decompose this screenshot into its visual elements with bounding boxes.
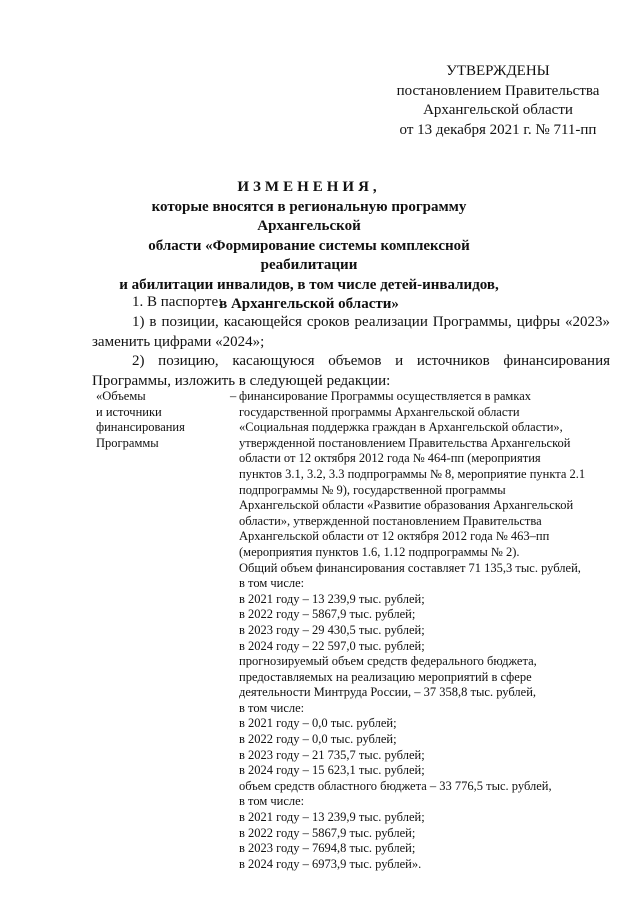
title-line: в Архангельской области»	[219, 296, 399, 312]
table-content-line: в 2022 году – 5867,9 тыс. рублей;	[239, 607, 416, 622]
table-content-line: в 2023 году – 21 735,7 тыс. рублей;	[239, 747, 425, 762]
table-content-line: в 2022 году – 0,0 тыс. рублей;	[239, 732, 397, 747]
approval-line: УТВЕРЖДЕНЫ	[446, 63, 550, 79]
table-content-line: в 2024 году – 15 623,1 тыс. рублей;	[239, 763, 425, 778]
approval-line: от 13 декабря 2021 г. № 711-пп	[399, 121, 597, 138]
table-label-column	[96, 389, 224, 451]
title-line: области «Формирование системы комплексной реабилитации	[148, 237, 470, 273]
table-content-line: объем средств областного бюджета – 33 776,5 тыс. рублей,	[239, 778, 552, 793]
table-content-column	[239, 389, 607, 872]
paragraph-item-1: 1. В паспорте:	[132, 294, 223, 310]
approval-block	[388, 62, 608, 140]
title-line: и абилитации инвалидов, в том числе детей-инвалидов,	[119, 276, 499, 293]
table-label-line: финансирования	[96, 420, 185, 435]
table-content-line: в том числе:	[239, 576, 305, 591]
table-content-line: в 2024 году – 6973,9 тыс. рублей».	[239, 856, 422, 871]
table-content-line: в 2021 году – 13 239,9 тыс. рублей;	[239, 810, 425, 825]
table-content-line: прогнозируемый объем средств федерального бюджета,	[239, 654, 537, 669]
approval-line: постановлением Правительства	[396, 82, 600, 99]
table-content-line: Общий объем финансирования составляет 71 135,3 тыс. рублей,	[239, 560, 581, 575]
title-heading: ИЗМЕНЕНИЯ,	[237, 179, 381, 195]
table-content-line: в 2023 году – 29 430,5 тыс. рублей;	[239, 622, 425, 637]
table-content-line: предоставляемых на реализацию мероприятий в сфере	[239, 669, 532, 684]
table-content-line: в 2021 году – 13 239,9 тыс. рублей;	[239, 591, 425, 606]
approval-line: Архангельской области	[423, 102, 573, 118]
table-content-line: деятельности Минтруда России, – 37 358,8 тыс. рублей,	[239, 685, 537, 700]
table-content-line: области от 12 октября 2012 года № 464-пп (мероприятия	[239, 451, 541, 466]
table-content-line: утвержденной постановлением Правительства Архангельской	[239, 435, 571, 450]
title-line: которые вносятся в региональную программу Архангельской	[151, 198, 467, 234]
table-content-line: государственной программы Архангельской области	[239, 404, 520, 419]
table-label-line: Программы	[96, 435, 159, 450]
table-content-line: (мероприятия пунктов 1.6, 1.12 подпрограммы № 2).	[239, 544, 520, 559]
table-content-line: в 2024 году – 22 597,0 тыс. рублей;	[239, 638, 425, 653]
table-content-line: в том числе:	[239, 700, 305, 715]
table-content-line: Архангельской области «Развитие образования Архангельской	[239, 498, 574, 513]
table-content-line: в том числе:	[239, 794, 305, 809]
paragraph-item-2: 1) в позиции, касающейся сроков реализации Программы, цифры «2023» заменить цифрами «2024»;	[92, 314, 610, 350]
table-content-line: области», утвержденной постановлением Правительства	[239, 513, 542, 528]
table-content-line: пунктов 3.1, 3.2, 3.3 подпрограммы № 8, мероприятие пункта 2.1	[239, 466, 586, 481]
table-dash: –	[230, 389, 237, 403]
table-content-line: подпрограммы № 9), государственной программы	[239, 482, 506, 497]
table-content-line: финансирование Программы осуществляется в рамках	[239, 389, 532, 403]
table-content-line: в 2021 году – 0,0 тыс. рублей;	[239, 716, 397, 731]
table-content-line: Архангельской области от 12 октября 2012 года № 463–пп	[239, 529, 550, 544]
table-content-line: в 2022 году – 5867,9 тыс. рублей;	[239, 825, 416, 840]
table-label-line: и источники	[96, 404, 162, 419]
table-content-line: в 2023 году – 7694,8 тыс. рублей;	[239, 841, 416, 856]
paragraph-item-3: 2) позицию, касающуюся объемов и источников финансирования Программы, изложить в следующей редакции:	[92, 353, 610, 389]
table-content-line: «Социальная поддержка граждан в Архангельской области»,	[239, 420, 563, 435]
table-label-line: «Объемы	[96, 389, 146, 403]
